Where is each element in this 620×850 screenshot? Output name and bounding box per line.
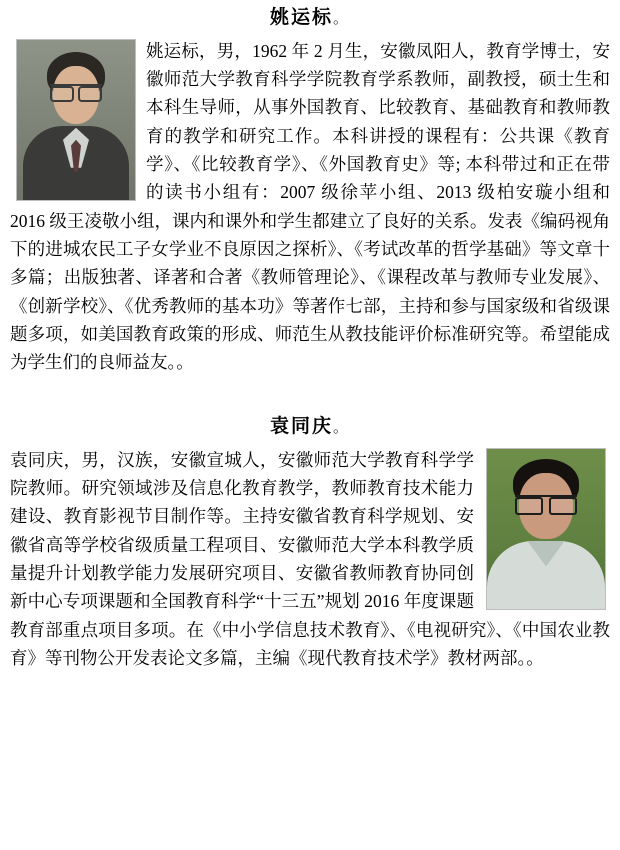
entry-yuan-tongqing	[10, 415, 610, 672]
entry-yao-yunbiao	[10, 6, 610, 377]
entry-name-text: 袁同庆	[269, 415, 333, 437]
page-title-yuan-tongqing	[10, 415, 610, 440]
entry-name-suffix: 。	[333, 11, 351, 27]
glasses-icon	[50, 84, 102, 100]
page-title-yao-yunbiao	[10, 6, 610, 31]
portrait-photo-yao-yunbiao	[16, 39, 136, 201]
biography-paragraph-yuan-tongqing: 袁同庆，男，汉族，安徽宣城人，安徽师范大学教育科学学院教师。研究领域涉及信息化教育教学，教师教育技术能力建设、教育影视节目制作等。主持安徽省教育科学规划、安徽省高等学校省级质量工程项目、安徽师范大学本科教学质量提升计划教学能力发展研究项目、安徽省教师教育协同创新中心专项课题和全国教育科学“十三五”规划 2016 年度课题教育部重点项目多项。在《中小学信息技术教育》、《电视研究》、《中国农业教育》等刊物公开发表论文多篇，主编《现代教育技术学》教材两部。。	[10, 449, 610, 668]
entry-name-suffix: 。	[333, 419, 351, 436]
entry-name-text: 姚运标	[269, 7, 333, 28]
portrait-photo-yuan-tongqing	[486, 448, 606, 610]
biography-paragraph-yao-yunbiao: 姚运标，男，1962 年 2 月生，安徽凤阳人，教育学博士，安徽师范大学教育科学学院教育学系教师，副教授，硕士生和本科生导师，从事外国教育、比较教育、基础教育和教师教育的教学和研究工作。本科讲授的课程有：公共课《教育学》、《比较教育学》、《外国教育史》等; 本科带过和正在带的读书小组有：2007 级徐苹小组、2013 级柏安璇小组和 2016 级王凌敬小组，课内和课外和学生都建立了良好的关系。发表《编码视角下的进城农民工子女学业不良原因之探析》、《考试改革的哲学基础》等文章十多篇；出版独著、译著和合著《教师管理论》、《课程改革与教师专业发展》、《创新学校》、《优秀教师的基本功》等著作七部，主持和参与国家级和省级课题多项，如美国教育政策的形成、师范生从教技能评价标准研究等。希望能成为学生们的良师益友。。	[10, 40, 610, 373]
section-spacer	[10, 377, 610, 407]
glasses-icon	[515, 495, 577, 513]
